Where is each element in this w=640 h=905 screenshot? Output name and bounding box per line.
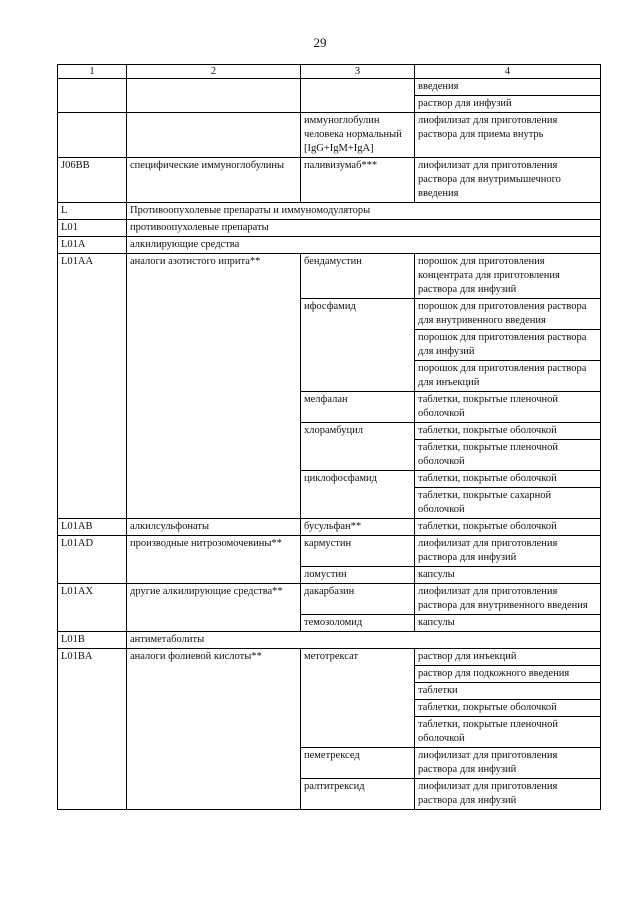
dosage-form: таблетки, покрытые оболочкой — [415, 700, 601, 717]
drug-list-table — [57, 64, 601, 810]
drug-name: ралтитрексид — [301, 779, 415, 810]
dosage-form: таблетки, покрытые оболочкой — [415, 423, 601, 440]
atc-code: L01AB — [58, 519, 127, 536]
table-row — [58, 203, 601, 220]
dosage-form: таблетки — [415, 683, 601, 700]
dosage-form: порошок для приготовления раствора для инфузий — [415, 330, 601, 361]
table-row — [58, 158, 601, 203]
table-row — [58, 237, 601, 254]
group-name: противоопухолевые препараты — [127, 220, 601, 237]
dosage-form: введения — [415, 79, 601, 96]
atc-code: L01AA — [58, 254, 127, 519]
dosage-form: таблетки, покрытые сахарной оболочкой — [415, 488, 601, 519]
table-row — [58, 113, 601, 158]
table-row — [58, 220, 601, 237]
dosage-form: лиофилизат для приготовления раствора для инфузий — [415, 536, 601, 567]
column-number: 3 — [301, 65, 415, 79]
group-name: антиметаболиты — [127, 632, 601, 649]
atc-code: L01B — [58, 632, 127, 649]
drug-name — [301, 79, 415, 113]
table-row — [58, 632, 601, 649]
group-name: аналоги фолиевой кислоты** — [127, 649, 301, 810]
dosage-form: порошок для приготовления концентрата для приготовления раствора для инфузий — [415, 254, 601, 299]
table-row — [58, 519, 601, 536]
dosage-form: лиофилизат для приготовления раствора для инфузий — [415, 748, 601, 779]
column-number: 2 — [127, 65, 301, 79]
drug-name: дакарбазин — [301, 584, 415, 615]
dosage-form: таблетки, покрытые оболочкой — [415, 471, 601, 488]
column-number: 1 — [58, 65, 127, 79]
drug-name: темозоломид — [301, 615, 415, 632]
atc-code: L01AD — [58, 536, 127, 584]
group-name: Противоопухолевые препараты и иммуномодуляторы — [127, 203, 601, 220]
group-name: аналоги азотистого иприта** — [127, 254, 301, 519]
drug-name: метотрексат — [301, 649, 415, 748]
atc-code: L01A — [58, 237, 127, 254]
drug-name: циклофосфамид — [301, 471, 415, 519]
group-name: алкилирующие средства — [127, 237, 601, 254]
dosage-form: лиофилизат для приготовления раствора для внутривенного введения — [415, 584, 601, 615]
dosage-form: капсулы — [415, 615, 601, 632]
drug-name: бендамустин — [301, 254, 415, 299]
group-name: производные нитрозомочевины** — [127, 536, 301, 584]
atc-code — [58, 79, 127, 113]
dosage-form: лиофилизат для приготовления раствора для внутримышечного введения — [415, 158, 601, 203]
drug-name: бусульфан** — [301, 519, 415, 536]
group-name — [127, 113, 301, 158]
group-name: алкилсульфонаты — [127, 519, 301, 536]
table-row — [58, 584, 601, 615]
atc-code: J06BB — [58, 158, 127, 203]
drug-name: пеметрексед — [301, 748, 415, 779]
dosage-form: порошок для приготовления раствора для внутривенного введения — [415, 299, 601, 330]
atc-code — [58, 113, 127, 158]
dosage-form: таблетки, покрытые пленочной оболочкой — [415, 717, 601, 748]
drug-name: ломустин — [301, 567, 415, 584]
page-number: 29 — [313, 35, 327, 50]
dosage-form: таблетки, покрытые оболочкой — [415, 519, 601, 536]
atc-code: L01AX — [58, 584, 127, 632]
drug-name: иммуноглобулин человека нормальный [IgG+IgM+IgA] — [301, 113, 415, 158]
atc-code: L01BA — [58, 649, 127, 810]
dosage-form: раствор для подкожного введения — [415, 666, 601, 683]
table-header-row — [58, 65, 601, 79]
table-row — [58, 649, 601, 666]
group-name: специфические иммуноглобулины — [127, 158, 301, 203]
drug-name: хлорамбуцил — [301, 423, 415, 471]
atc-code: L01 — [58, 220, 127, 237]
group-name — [127, 79, 301, 113]
table-row — [58, 536, 601, 567]
column-number: 4 — [415, 65, 601, 79]
table-row — [58, 79, 601, 96]
drug-name: ифосфамид — [301, 299, 415, 392]
table-row — [58, 254, 601, 299]
dosage-form: лиофилизат для приготовления раствора для инфузий — [415, 779, 601, 810]
dosage-form: раствор для инфузий — [415, 96, 601, 113]
drug-name: паливизумаб*** — [301, 158, 415, 203]
atc-code: L — [58, 203, 127, 220]
dosage-form: раствор для инъекций — [415, 649, 601, 666]
group-name: другие алкилирующие средства** — [127, 584, 301, 632]
dosage-form: капсулы — [415, 567, 601, 584]
drug-name: кармустин — [301, 536, 415, 567]
dosage-form: таблетки, покрытые пленочной оболочкой — [415, 392, 601, 423]
dosage-form: лиофилизат для приготовления раствора для приема внутрь — [415, 113, 601, 158]
dosage-form: таблетки, покрытые пленочной оболочкой — [415, 440, 601, 471]
dosage-form: порошок для приготовления раствора для инъекций — [415, 361, 601, 392]
drug-name: мелфалан — [301, 392, 415, 423]
